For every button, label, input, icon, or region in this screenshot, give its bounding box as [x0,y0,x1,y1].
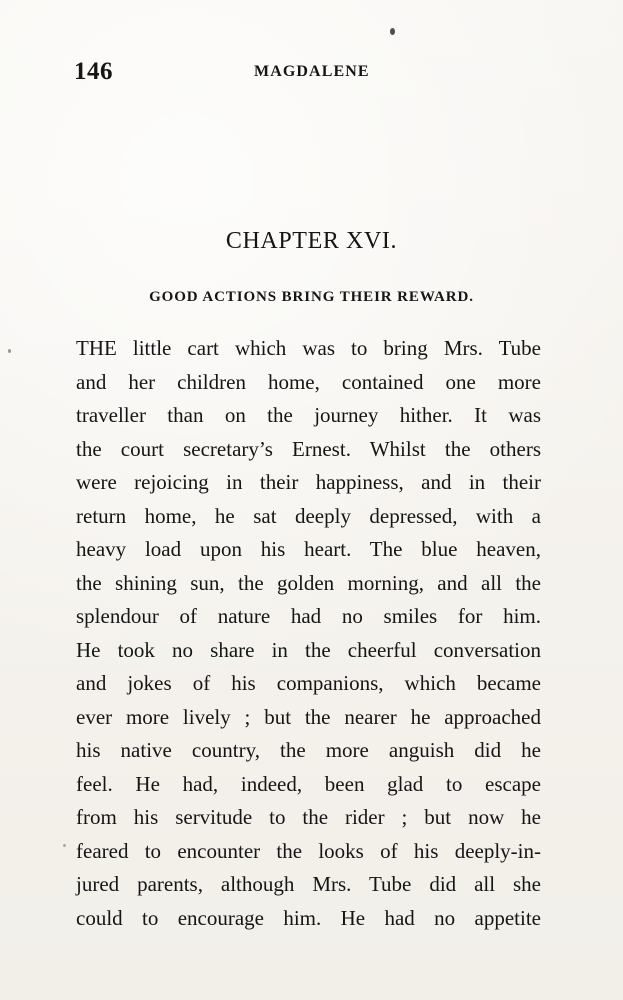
text-line: return home, he sat deeply depressed, with a [76,503,541,528]
ink-speck [8,349,11,353]
text-line: ever more lively ; but the nearer he approached [76,704,541,729]
text-line: from his servitude to the rider ; but now he [76,805,541,829]
chapter-title: CHAPTER XVI. [225,228,398,254]
ink-speck [63,844,66,847]
text-line: jured parents, although Mrs. Tube did all she [76,872,541,896]
text-line: THE little cart which was to bring Mrs. Tube [76,336,541,360]
running-head [74,58,544,88]
chapter-body-text [76,332,541,935]
text-line: his native country, the more anguish did he [76,738,541,762]
text-line: traveller than on the journey hither. It was [76,403,541,427]
text-line: could to encourage him. He had no appetite [76,905,541,930]
text-line: splendour of nature had no smiles for him. [76,604,541,628]
chapter-subtitle: GOOD ACTIONS BRING THEIR REWARD. [149,289,474,305]
text-line: were rejoicing in their happiness, and in their [76,470,541,494]
text-line: the court secretary’s Ernest. Whilst the others [76,436,541,461]
ink-speck [390,28,395,35]
text-line: feared to encounter the looks of his deeply-in- [76,838,541,863]
text-line: and her children home, contained one more [76,369,541,394]
text-line: feel. He had, indeed, been glad to escape [76,771,541,796]
book-title: MAGDALENE [254,63,370,80]
text-line: the shining sun, the golden morning, and all the [76,570,541,595]
text-line: and jokes of his companions, which became [76,671,541,695]
text-line: heavy load upon his heart. The blue heaven, [76,537,541,561]
page-number: 146 [74,58,113,85]
text-line: He took no share in the cheerful conversation [76,637,541,662]
